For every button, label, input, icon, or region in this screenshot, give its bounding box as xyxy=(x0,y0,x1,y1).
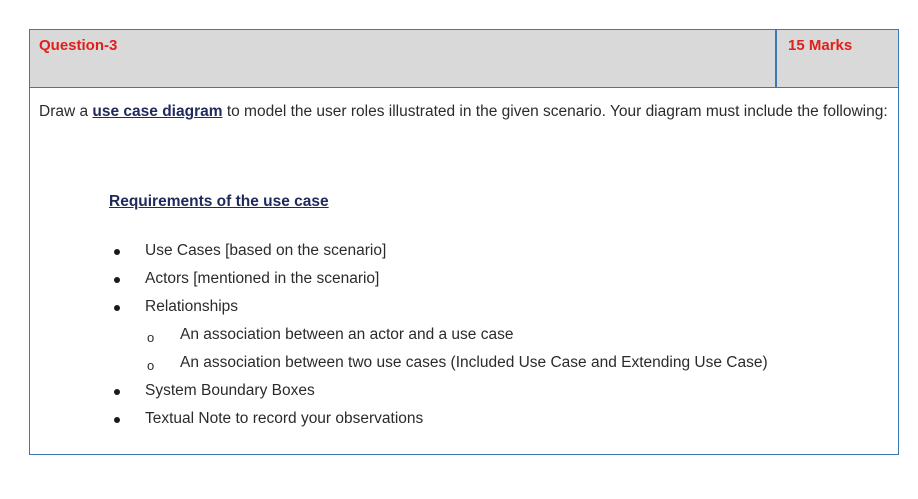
requirement-subtext: An association between two use cases (Included Use Case and Extending Use Case) xyxy=(180,354,768,371)
bullet-icon xyxy=(114,417,120,423)
requirement-text: Relationships xyxy=(145,298,239,315)
bullet-icon xyxy=(114,249,120,255)
sub-bullet-icon: o xyxy=(147,330,155,345)
bullet-icon xyxy=(114,389,120,395)
bullet-icon xyxy=(114,305,120,311)
bullet-icon xyxy=(114,277,120,283)
requirement-text: Textual Note to record your observations xyxy=(145,410,424,427)
list-item xyxy=(30,322,898,350)
list-item xyxy=(30,378,898,406)
question-table xyxy=(29,29,899,455)
requirements-heading: Requirements of the use case xyxy=(109,193,329,210)
list-item xyxy=(30,294,898,322)
requirements-list xyxy=(30,238,898,434)
question-header-row xyxy=(30,30,898,88)
question-marks: 15 Marks xyxy=(788,37,853,54)
list-item xyxy=(30,406,898,434)
list-item xyxy=(30,266,898,294)
header-column-divider xyxy=(775,30,777,87)
question-body xyxy=(30,88,898,455)
instructions-rest: to model the user roles illustrated in the given scenario. Your diagram must include the following: xyxy=(222,103,888,120)
requirement-text: System Boundary Boxes xyxy=(145,382,315,399)
requirement-text: Use Cases [based on the scenario] xyxy=(145,242,387,259)
list-item xyxy=(30,238,898,266)
sub-bullet-icon: o xyxy=(147,358,155,373)
instructions-emphasis: use case diagram xyxy=(92,103,223,120)
list-item xyxy=(30,350,898,378)
instructions-lead: Draw a xyxy=(39,103,93,120)
question-instructions xyxy=(39,93,889,131)
requirement-text: Actors [mentioned in the scenario] xyxy=(145,270,380,287)
question-title: Question-3 xyxy=(39,37,118,54)
requirement-subtext: An association between an actor and a use case xyxy=(180,326,514,343)
